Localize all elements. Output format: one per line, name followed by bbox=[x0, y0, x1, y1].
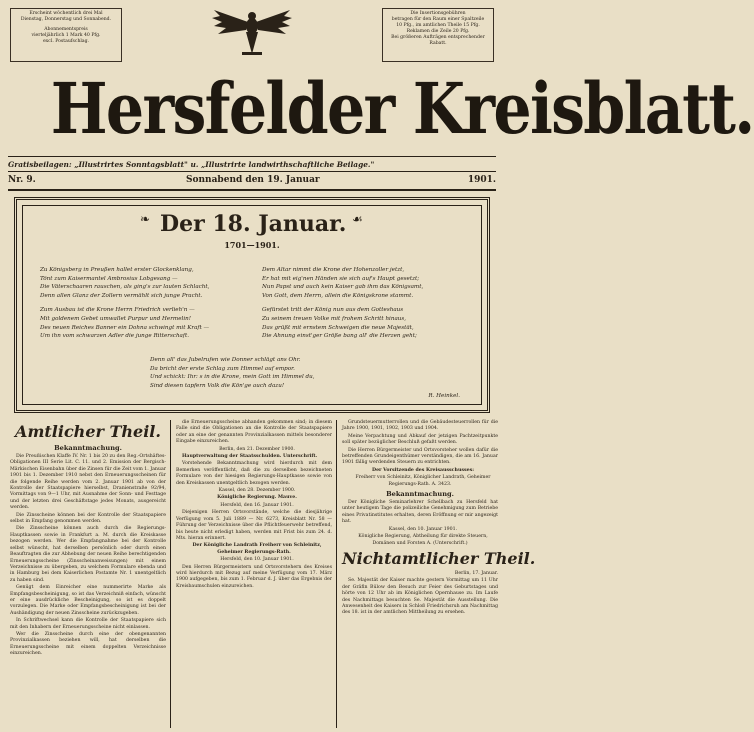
paragraph: Der Königliche Seminarlehrer Schellbach zu Hersfeld hat unter heutigem Tage die polizeiliche Genehmigung zum Betriebe eines Privatinstitutes erhalten, deren Eröffnung er mir angezeigt hat. bbox=[342, 500, 498, 525]
prussian-eagle-icon bbox=[212, 6, 292, 58]
column-rule bbox=[170, 420, 171, 728]
fees-line: Reklamen die Zeile 20 Pfg. bbox=[406, 29, 470, 34]
poem-line: Von Gott, dem Herrn, allein die Königskrone stammt. bbox=[262, 292, 414, 299]
poem-line: Des neuen Reiches Banner ein Dohna schwingt mit Kraft — bbox=[40, 324, 210, 331]
column-rule bbox=[336, 420, 337, 728]
paragraph: Meine Verpachtung und Abkauf der jetzigen Pachtzeitpunkte soll später bezüglicher Beschluß gefaßt werden. bbox=[342, 433, 498, 446]
subscription-line: Abonnementspreis bbox=[44, 27, 88, 32]
section-heading: Nichtamtlicher Theil. bbox=[342, 548, 536, 568]
subscription-line: vierteljährlich 1 Mark 40 Pfg. bbox=[31, 33, 101, 38]
poem-line: Zu seinem treuen Volke mit frohem Schritt hinaus, bbox=[262, 315, 407, 322]
poem-center-stanza bbox=[150, 356, 370, 390]
paragraph: Se. Majestät der Kaiser machte gestern Vormittag um 11 Uhr der Gräfin Bülow den Besuch zur Feier des Geburtstages und hörte von 12 Uhr ab im Königlichen Opernhause zu. Im Laufe des Nachmittags besuchten Se. Majestät die Ausstellung. Die Anwesenheit des Kaisers in Schloß Friedrichsruh am Nachmittag des 18. ist in der amtlichen Mittheilung zu ersehen. bbox=[342, 578, 498, 616]
issue-number: Nr. 9. bbox=[8, 175, 36, 185]
fees-line: betragen für den Raum einer Spaltzeile bbox=[391, 17, 485, 22]
poem-line: Und schickt: Ihr: s in die Krone, mein Gott im Himmel du, bbox=[150, 374, 315, 381]
issue-year: 1901. bbox=[467, 175, 496, 185]
poem-line: Sind diesen tapfern Volk die Kön'ge auch dazu! bbox=[150, 382, 285, 389]
issue-bar bbox=[8, 175, 496, 187]
poem-line: Um ihn vom schwarzen Adler die junge Ritterschaft. bbox=[40, 333, 189, 340]
fees-line: Bei größeren Aufträgen entsprechender bbox=[391, 35, 485, 40]
poem-line: Das grüßt mit ernstem Schweigen die neue Majestät, bbox=[262, 324, 414, 331]
divider bbox=[8, 156, 496, 157]
dateline: Hersfeld, den 10. Januar 1901. bbox=[220, 557, 294, 563]
announcement-heading: Bekanntmachung. bbox=[386, 490, 454, 499]
feature-years: 1701—1901. bbox=[224, 240, 280, 250]
fees-line: Rabatt. bbox=[429, 41, 447, 46]
paragraph: Wer die Zinsscheine durch eine der obengenannten Provinzialkassen beziehen will, hat derselben die Erneuerungsscheine mit einem doppelten Verzeichnisse einzureichen. bbox=[10, 631, 166, 657]
subscription-line: Dienstag, Donnerstag und Sonnabend. bbox=[20, 17, 112, 22]
authority-line: Freiherr von Schleinitz, Königlicher Landrath, Geheimer Regierungs-Rath. A. 3423. bbox=[355, 475, 491, 487]
fees-line: Die Insertionsgebühren bbox=[410, 11, 466, 16]
issue-date: Sonnabend den 19. Januar bbox=[186, 175, 320, 185]
authority-line: Der Königliche Landrath Freiherr von Schleinitz, Geheimer Regierungs-Rath. bbox=[192, 543, 322, 555]
poem-line: Die Väterschaaren rauschen, als ging's zur lauten Schlacht, bbox=[40, 284, 210, 291]
paragraph: Genügt dem Einreicher eine nummerirte Marke als Empfangsbescheinigung, so ist das Verzeichniß einfach, wünscht er eine ausdrückliche Bescheinigung, so ist es doppelt vorzulegen. Die Marke oder Empfangsbescheinigung ist bei der Aushändigung der neuen Zinsscheine zurückzugeben. bbox=[10, 585, 166, 616]
fees-line: 10 Pfg., im amtlichen Theile 15 Pfg. bbox=[396, 23, 480, 28]
poem-line: Denn allen Glanz der Zollern vermählt sich junge Pracht. bbox=[40, 292, 203, 299]
authority-line: Königliche Regierung. Mauve. bbox=[217, 495, 297, 501]
poem-line: Mit goldenem Gebet umwallet Purpur und Hermelin! bbox=[40, 315, 191, 322]
subscription-line: excl. Postaufschlag. bbox=[42, 39, 90, 44]
authority-line: Königliche Regierung, Abtheilung für direkte Steuern, Domänen und Forsten A. (Unterschrift.) bbox=[358, 534, 488, 546]
paragraph: Vorstehende Bekanntmachung wird hierdurch mit dem Bemerken veröffentlicht, daß die zu derselben bezeichneten Formulare von der hiesigen Regierungs-Hauptkasse sowie von den Kreiskassen unentgeltlich bezogen werden. bbox=[176, 461, 332, 486]
poem-line: Tönt zum Kaisermantel Ambrosius Lobgesang — bbox=[40, 275, 178, 282]
paragraph: Die Herren Bürgermeister und Ortsvorsteher wollen dafür die betreffenden Grundeigenthümer verständigen, die am 16. Januar 1901 fällig werdenden Steuern zu entrichten. bbox=[342, 447, 498, 466]
paragraph: In Schriftwechsel kann die Kontrolle der Staatspapiere sich mit den Inhabern der Erneuerungsscheine nicht einlassen. bbox=[10, 618, 166, 630]
paragraph: Den Herren Bürgermeistern und Ortsvorstehern des Kreises wird hierdurch mit Bezug auf meine Verfügung vom 17. März 1900 aufgegeben, bis zum 1. Februar d. J. über das Ergebnis der Kreisbaumschulen einzureichen. bbox=[176, 564, 332, 589]
newspaper-title: Hersfelder Kreisblatt. bbox=[50, 67, 754, 150]
dateline: Kassel, den 28. Dezember 1900. bbox=[218, 488, 296, 494]
poem-line: Denn all' das Jubelrufen wie Donner schlägt ans Ohr. bbox=[150, 357, 301, 363]
paragraph: Grundsteuermutterrollen und die Gebäudesteuerrollen für die Jahre 1900, 1901, 1902, 1903 und 1904. bbox=[342, 420, 498, 432]
poem-line: Dem Altar nimmt die Krone der Hohenzoller jetzt, bbox=[262, 267, 405, 273]
poem-line: Zum Ausbau ist die Krone Herrn Friedrich verlieh'n — bbox=[40, 307, 195, 314]
paragraph: Die Zinsscheine können auch durch die Regierungs-Hauptkassen sowie in Frankfurt a. M. durch die Kreiskasse bezogen werden. Wer die Empfangnahme bei der Kontrolle selbst wünscht, hat derselben persönlich oder durch einen Beauftragten die zur Abhebung der neuen Reihe berechtigenden Erneuerungsscheine (Zinsscheinanweisungen) mit einem Verzeichnisse zu übergeben, zu welchem Formulare ebenda und in Hamburg bei dem Kaiserlichen Postamte Nr. 1 unentgeltlich zu haben sind. bbox=[10, 526, 166, 583]
divider bbox=[8, 189, 496, 191]
poem-line: Nun Papst und auch kein Kaiser gab ihm das Königsamt, bbox=[262, 284, 424, 291]
authority-line: Der Vorsitzende des Kreisausschusses: bbox=[372, 467, 474, 473]
dateline: Berlin, den 21. Dezember 1900. bbox=[219, 446, 295, 452]
poem-line: Da bricht der erste Schlag zum Himmel auf empor. bbox=[150, 365, 295, 372]
supplements-line: Gratisbeilagen: „Illustrirtes Sonntagsblatt" u. „Illustrirte landwirthschaftliche Beilage." bbox=[8, 160, 375, 169]
ornament-icon: ☙ bbox=[352, 212, 363, 226]
poem-right-column bbox=[262, 266, 472, 341]
dateline: Kassel, den 10. Januar 1901. bbox=[388, 526, 458, 532]
divider bbox=[8, 171, 496, 172]
poem-line: Gefürstet tritt der König nun aus dem Gotteshaus bbox=[262, 307, 404, 314]
subscription-line: Erscheint wöchentlich drei Mal bbox=[29, 11, 103, 16]
dateline: Hersfeld, den 16. Januar 1901. bbox=[220, 502, 294, 508]
poem-line: Die Ahnung einst'ger Größe bang all' die Herzen geht; bbox=[262, 333, 417, 340]
poem-signature: R. Heinkel. bbox=[428, 393, 460, 399]
subscription-info-box bbox=[10, 8, 122, 62]
paragraph: die Erneuerungsscheine abhanden gekommen sind; in diesem Falle sind die Obligationen an die Kontrolle der Staatspapiere oder an eine der genannten Provinzialkassen mittels besonderer Eingabe einzureichen. bbox=[176, 420, 332, 445]
dateline: Berlin, 17. Januar. bbox=[454, 570, 498, 576]
insertion-fees-box bbox=[382, 8, 494, 62]
poem-line: Zu Königsberg in Preußen hallet erster Glockenklang, bbox=[40, 267, 194, 273]
paragraph: Diejenigen Herren Ortsvorstände, welche die diesjährige Verfügung vom 5. Juli 1889 — Nr. 6273, Kreisblatt Nr. 58 — Führung der Verzeichnisse über die Pflichtfeuerwehr betreffend, bis heute nicht erledigt haben, werden mit Frist bis zum 24. d. Mts. hieran erinnert. bbox=[176, 510, 332, 541]
announcement-heading: Bekanntmachung. bbox=[54, 444, 122, 452]
section-heading: Amtlicher Theil. bbox=[15, 422, 161, 441]
paragraph: Die Preußischen Klaffe IV. Nr. 1 bis 20 zu den Reg.-Ortshäftes-Obligationen III Serie Lit. C. 11. und 2. Emission der Bergisch-Märkischen Eisenbahn über die Zinsen für die Zeit vom 1. Januar 1901 bis 1. Dezember 1910 nebst den Erneuerungsscheinen für die folgende Reihe werden vom 2. Januar 1901 ab von der Kontrolle der Staatspapiere hierselbst, Dranienstraße 92/94, Vormittags von 9—1 Uhr, mit Ausnahme der Sonn- und Festtage und der letzten drei Geschäftstage jedes Monats, ausgereicht werden. bbox=[10, 454, 166, 511]
poem-line: Er hat mit eig'nen Händen sie sich auf's Haupt gesetzt; bbox=[262, 275, 420, 282]
paragraph: Die Zinsscheine können bei der Kontrolle der Staatspapiere selbst in Empfang genommen werden. bbox=[10, 512, 166, 525]
feature-headline: Der 18. Januar. bbox=[160, 211, 347, 237]
poem-left-column bbox=[40, 266, 250, 341]
ornament-icon: ❧ bbox=[140, 212, 151, 226]
right-column bbox=[342, 420, 536, 730]
left-column bbox=[10, 420, 166, 730]
middle-column bbox=[176, 420, 332, 730]
authority-line: Hauptverwaltung der Staatsschulden. Unterschrift. bbox=[182, 454, 318, 460]
